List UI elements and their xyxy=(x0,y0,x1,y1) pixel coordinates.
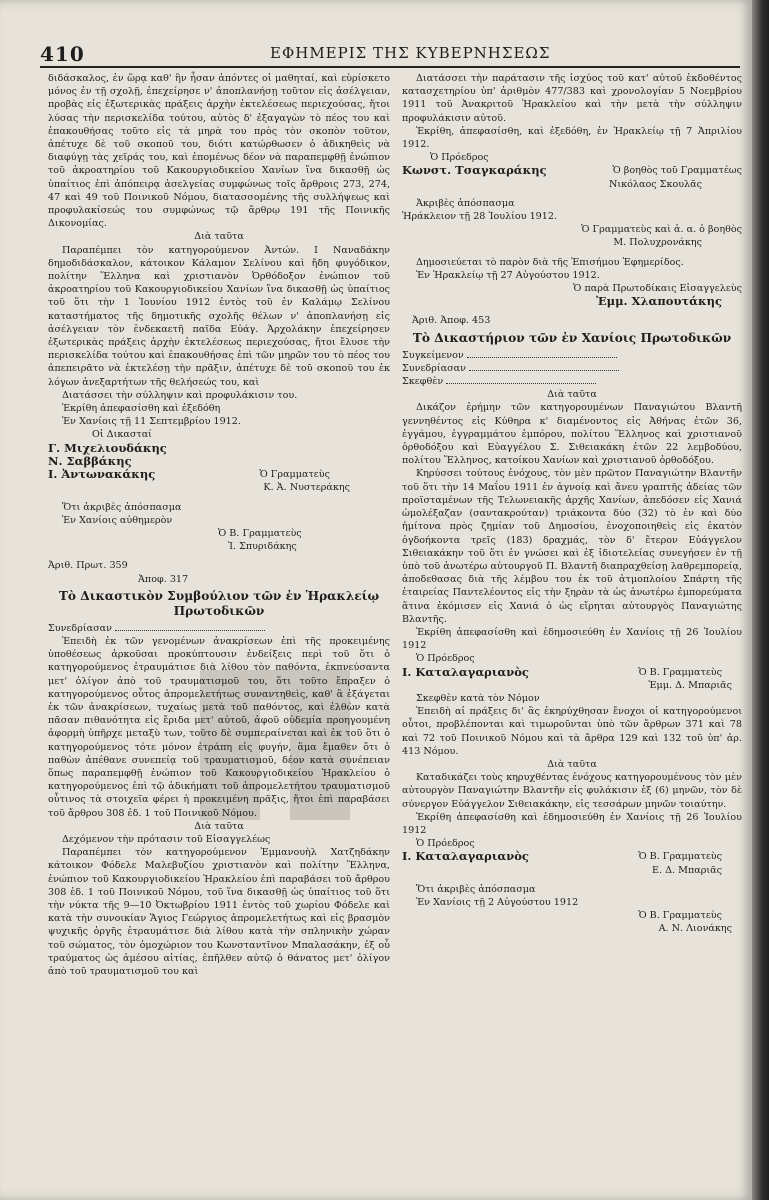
publication-note: Δημοσιεύεται τὸ παρὸν διὰ τῆς Ἐπισήμου Ἐφημερίδος. xyxy=(416,256,684,268)
paragraph: Παραπέμπει τὸν κατηγορούμενον Ἀντών. Ι Ναναδάκην δημοδιδάσκαλον, κάτοικον Κάλαμον Σελίνου καὶ ἤδη φυγόδικον, πολίτην Ἕλληνα καὶ χριστιανὸν Ὀρθόδοξον ἐνώπιον τοῦ ἀκροατηρίου τοῦ Κακουργιοδικείου Χανίων ἵνα δικασθῇ ὡς ὑπαίτιος τοῦ ὅτι τὴν 1 Ἰουνίου 1912 ἐντὸς τοῦ ἐν Καλάμῳ Σελίνου καταστήματος τῆς δημοτικῆς σχολῆς θέλων ν' ἀποπλανήσῃ εἰς ἀσέλγειαν τὸν ἑνδεκαετῆ παῖδα Εὐάγ. Ἀρχολάκην ἐπεχείρησεν ἐξωτερικὰς πράξεις ἀρχὴν ἐκτελέσεως περιεχούσας, ἤτοι ἔλυσε τὴν περισκελίδα τούτου καὶ ἐπακουθήσας ἐπὶ τῶν μηρῶν του τὸ πέος του ἀπεπειρᾶτο νὰ ἐκτελέσῃ τὴν πρᾶξιν, ἀπέτυχε δὲ τοῦ σκοποῦ του ἐκ λόγων ἀνεξαρτήτων τῆς θελήσεώς του, καὶ xyxy=(48,244,390,388)
heading-dia-tauta: Διὰ ταῦτα xyxy=(547,389,597,401)
clerk-title: Ὁ Γραμματεὺς xyxy=(259,469,330,481)
protocol-ref: Ἀριθ. Πρωτ. 359 xyxy=(48,560,128,572)
clerk-name: Ἐμμ. Δ. Μπαριᾶς xyxy=(648,679,732,691)
paragraph: Καταδικάζει τοὺς κηρυχθέντας ἐνόχους κατηγορουμένους τὸν μὲν αὐτουργὸν Παναγιώτην Βλαντῆν εἰς φυλάκισιν ἐξ (6) μηνῶν, τὸν δὲ σύνεργον Εὐάγγελον Σιθειακάκην, εἰς τεσσάρων μηνῶν τοιαύτην. xyxy=(402,772,742,810)
composed-line: Συγκείμενον xyxy=(402,349,742,362)
president-name: Ι. Καταλαγαριανὸς xyxy=(402,849,529,864)
copy-note: Ὅτι ἀκριβὲς ἀπόσπασμα xyxy=(62,501,182,513)
judge-name: Γ. Μιχελιουδάκης xyxy=(48,440,167,455)
decision-line: Ἐκρίθη ἀπεφασίσθη καὶ ἐδημοσιεύθη ἐν Χανίοις τῇ 26 Ἰουλίου 1912 xyxy=(402,626,742,652)
president-title: Ὁ Πρόεδρος xyxy=(416,838,475,850)
judge-name: Ι. Ἀντωνακάκης xyxy=(48,467,156,482)
copy-date: Ἐν Χανίοις αὐθημερὸν xyxy=(62,514,173,526)
president-title: Ὁ Πρόεδρος xyxy=(430,152,489,164)
page-number: 410 xyxy=(40,42,85,66)
considered-line: Σκεφθὲν xyxy=(402,375,742,388)
publication-date: Ἐν Ἡρακλείῳ τῇ 27 Αὐγούστου 1912. xyxy=(416,269,600,281)
decision-line: Ἐκρίθη ἀπεφασίσθη καὶ ἐξεδόθη xyxy=(62,403,221,415)
running-title: ΕΦΗΜΕΡΙΣ ΤΗΣ ΚΥΒΕΡΝΗΣΕΩΣ xyxy=(270,44,551,62)
prosecutor-name: Ἐμμ. Χλαπουτάκης xyxy=(596,294,722,309)
paragraph: Παραπέμπει τὸν κατηγορούμενον Ἐμμανουὴλ Χατζηδάκην κάτοικον Φόδελε Μαλεβυζίου χριστιανὸν καὶ πολίτην Ἕλληνα, ἐνώπιον τοῦ Κακουργιοδικείου Ἡρακλείου ἐπὶ παραβάσει τοῦ ἄρθρου 308 ἐδ. 1 τοῦ Ποινικοῦ Νόμου, τοῦ ἵνα δικασθῇ ὡς ὑπαίτιος τοῦ ὅτι τὴν νύκτα τῆς 9—10 Ὀκτωβρίου 1911 ἐντὸς τοῦ χωρίου Φόδελε καὶ κατὰ τὴν συνοικίαν Ἅγιος Γεώργιος ἀπρομελετήτως καὶ εἰς βρασμὸν ψυχικῆς ὀργῆς ἐτραυμάτισε διὰ λίθου κατὰ τὴν σπληνικὴν χώραν τοῦ σώματος, τὸν ὁμοχώριον του Κωνσταντῖνον Μπαλασάκην, ἐξ οὗ τραύματος ὡς ἀμέσου αἰτίας, ἐπῆλθεν αὐτῷ ὁ θάνατος μετ' ὀλίγον ἀπὸ τοῦ τραυματισμοῦ του καὶ xyxy=(48,847,390,977)
left-column xyxy=(48,72,390,978)
page-header xyxy=(40,42,740,68)
decision-ref: Ἀποφ. 317 xyxy=(138,573,189,585)
clerk-title: Ὁ Β. Γραμματεὺς xyxy=(638,666,722,678)
heading-dia-tauta: Διὰ ταῦτα xyxy=(547,758,597,770)
aide-name: Νικόλαος Σκουλᾶς xyxy=(608,178,702,190)
aide-title: Ὁ βοηθὸς τοῦ Γραμματέως xyxy=(612,165,742,177)
signature-row xyxy=(402,666,742,679)
paragraph: Κηρύσσει τούτους ἐνόχους, τὸν μὲν πρῶτον Παναγιώτην Βλαντῆν τοῦ ὅτι τὴν 14 Μαΐου 1911 ἐν ἀγνοίᾳ καὶ ἄνευ γραπτῆς ἀδείας τῶν προϊσταμένων τῆς Τελωνειακῆς ἀρχῆς Χανίων, ἀπεδόσεν εἰς Χανιά ὡμολέξαζαν (σαντακρούταν) τριάκοντα δύο (32) τὸ ἐν καὶ δύο ἡμίτονα πρὸς ζημίαν τοῦ Δημοσίου, ἐνοχοποιηθεὶς εἰς ἑκατὸν ὀγδοήκοντα τρεῖς (183) δραχμάς, τὸν δ' ἕτερον Εὐάγγελον Σιθειακάκην τοῦ ὅτι ἐν γνώσει καὶ ἐξ ἰδιοτελείας συνεγήσεν ἐν τῇ ὑπὸ τοῦ ἀνωτέρω αὐτουργοῦ Π. Βλαντῆ διαπραχθείσῃ λαθρεμπορείᾳ, ἀποδεθασας διὰ τῆς λέμβου του ἐκ τοῦ ἀτμοπλοίου Σπάρτη τῆς ἑταιρείας Παντελέοντος εἰς τὴν ξηρὰν τὰ ὡς ἀνωτέρω ἐμπορεύματα ἅτινα ἐκόμισεν εἰς Χανιά ὁ ὡς εἴρηται αὐτουργὸς Παναγιώτης Βλαντῆς. xyxy=(402,468,742,625)
paragraph: Δικάζον ἐρήμην τῶν κατηγορουμένων Παναγιώτου Βλαντῆ γεννηθέντος εἰς Κύθηρα κ' διαμένοντος εἰς Ἀθήνας ἐτῶν 36, ἐγγάμου, ἐγγραμμάτου ἐμπόρου, πολίτου Ἕλληνος καὶ χριστιανοῦ ὀρθοδόξου καὶ Εὐαγγέλου Σ. Σιθειακάκη ἐτῶν 22 λεμβοδύου, πολίτου Ἕλληνος, κατοίκου Χανίων καὶ χριστιανοῦ ὀρθοδόξου. xyxy=(402,402,742,467)
session-line: Συνεδρίασαν xyxy=(48,622,390,635)
signature-row xyxy=(402,850,742,863)
paragraph: Ἐκρίθη, ἀπεφασίσθη, καὶ ἐξεδόθη, ἐν Ἡρακλείῳ τῇ 7 Ἀπριλίου 1912. xyxy=(402,125,742,151)
judge-name: Ν. Σαββάκης xyxy=(48,453,132,468)
paragraph: Ἐπειδὴ αἱ πράξεις δι' ἃς ἐκηρύχθησαν ἔνοχοι οἱ κατηγορούμενοι οὗτοι, προβλέπονται καὶ τιμωροῦνται ὑπὸ τῶν ἄρθρων 371 καὶ 78 καὶ 72 τοῦ Ποινικοῦ Νόμου καὶ τὰ ἄρθρα 129 καὶ 132 τοῦ ὑπ' ἀρ. 413 Νόμου. xyxy=(402,706,742,757)
signature-row xyxy=(402,164,742,177)
decision-ref: Ἀριθ. Ἀποφ. 453 xyxy=(412,315,491,327)
copy-date: Ἐν Χανίοις τῇ 2 Αὐγούστου 1912 xyxy=(416,896,579,908)
copy-note: Ὅτι ἀκριβὲς ἀπόσπασμα xyxy=(416,883,536,895)
heading-dia-tauta: Διὰ ταῦτα xyxy=(194,231,244,243)
copy-note: Ἀκριβὲς ἀπόσπασμα xyxy=(416,197,515,209)
right-column xyxy=(402,72,742,936)
paragraph: Σκεφθὲν κατὰ τὸν Νόμον xyxy=(416,692,540,704)
decision-date: Ἐν Χανίοις τῇ 11 Σεπτεμβρίου 1912. xyxy=(62,416,241,428)
president-name: Ι. Καταλαγαριανὸς xyxy=(402,664,529,679)
section-heading: Τὸ Δικαστήριον τῶν ἐν Χανίοις Πρωτοδικῶν xyxy=(412,330,732,345)
clerk-name: Κ. Ἀ. Νυστεράκης xyxy=(263,482,350,494)
clerk-name: Μ. Πολυχρονάκης xyxy=(613,237,702,249)
heading-dia-tauta: Διὰ ταῦτα xyxy=(194,820,244,832)
session-line: Συνεδρίασαν xyxy=(402,362,742,375)
paragraph: Διατάσσει τὴν παράτασιν τῆς ἰσχύος τοῦ κατ' αὐτοῦ ἐκδοθέντος κατασχετηρίου ὑπ' ἀριθμὸν 477/383 καὶ χρονολογίαν 5 Νοεμβρίου 1911 τοῦ Ἀνακριτοῦ Ἡρακλείου καὶ τὴν μετὰ τὴν σύλληψιν προφυλάκισιν αὐτοῦ. xyxy=(402,73,742,124)
clerk-title: Ὁ Β. Γραμματεὺς xyxy=(218,527,302,539)
paragraph: Ἐπειδὴ ἐκ τῶν γενομένων ἀνακρίσεων ἐπὶ τῆς προκειμένης ὑποθέσεως ἀρκοῦσαι προκύπτουσιν ἐνδείξεις περὶ τοῦ ὅτι ὁ κατηγορούμενος ἐτραυμάτισε διὰ λίθου τὸν παθόντα, ἐκπνεύσαντα μετ' ὀλίγον ἀπὸ τοῦ τραυματισμοῦ του, ὅτι τοῦτο ἔπραξεν ὁ κατηγορούμενος οὗτος ἀπρομελετήτως συναντηθεὶς, καθ' ἃ ἐξάγεται ἐκ τῶν ἀνακρίσεων, τυχαίως μετὰ τοῦ παθόντος, καὶ ἐλθὼν κατὰ πᾶσαν πιθανότητα εἰς ἔριδα μετ' αὐτοῦ, ἀφοῦ οὐδεμία προηγουμένη ἀφορμὴ ὑπῆρχε μεταξὺ των, τοῦτο δὲ συμπεραίνεται καὶ ἐκ τοῦ ὅτι ὁ κατηγορούμενος τότε μόνον ἐτράπη εἰς φυγήν, ἅμα ἔμαθεν ὅτι ὁ παθὼν ἀπέθανε συνεπείᾳ τοῦ τραυματισμοῦ, δέον κατὰ συνέπειαν ὅπως παραπεμφθῇ ἐνώπιον τοῦ Κακουργιοδικείου Ἡρακλείου ὁ κατηγορούμενος ἐπὶ τῷ ἀδικήματι τοῦ ἀπρομελετήτου τραυματισμοῦ οὗτινος τὰ στοιχεῖα φέρει ἡ προκειμένη πρᾶξις, ἤτοι ἐπὶ παραβάσει τοῦ ἄρθρου 308 ἐδ. 1 τοῦ Ποινικοῦ Νόμου. xyxy=(48,635,390,819)
clerk-name: Ἰ. Σπυριδάκης xyxy=(228,541,297,553)
clerk-title: Ὁ Γραμματεὺς καὶ ἀ. α. ὁ βοηθὸς xyxy=(581,224,742,236)
clerk-name: Ε. Δ. Μπαριᾶς xyxy=(652,864,722,876)
paragraph: διδάσκαλος, ἐν ὥρᾳ καθ' ἣν ἦσαν ἀπόντες οἱ μαθηταί, καὶ εὑρίσκετο μόνος ἐν τῇ σχολῇ, ἐπεχείρησε ν' ἀποπλανήσῃ τοῦτον εἰς ἀσέλγειαν, προβὰς εἰς ἐξωτερικὰς πράξεις ἀρχὴν ἐκτελέσεως περιεχούσας, ἤτοι λύσας τὴν περισκελίδα τούτου, αὐτὸς δ' ἐξαγαγὼν τὸ πέος του καὶ ἐπακουθήσας τοῦτο εἰς τὰ μηρὰ του πρὸς τὸν σκοπὸν τοῦτον, ἀπέτυχε δὲ τοῦ σκοποῦ του, διότι κατώρθωσεν ὁ ἀδικηθεὶς νὰ διαφύγῃ τὰς χεῖράς του, καὶ ἐπομένως δέον νὰ παραπεμφθῇ ἐνώπιον τοῦ ἀκροατηρίου τοῦ Κακουργιοδικείου Χανίων ἵνα δικασθῇ ὡς ὑπαίτιος ἐπὶ ἀπόπειρᾳ ἀσελγείας συμφώνως τοῖς ἄρθροις 273, 274, 47 καὶ 49 τοῦ Ποινικοῦ Νόμου, διατασσομένης τῆς συλλήψεως καὶ προφυλακίσεώς του συμφώνως τῷ ἄρθρῳ 191 τῆς Ποινικῆς Δικονομίας. xyxy=(48,73,390,230)
president-title: Ὁ Πρόεδρος xyxy=(416,653,475,665)
clerk-title: Ὁ Β. Γραμματεὺς xyxy=(638,910,722,922)
paragraph: Δεχόμενον τὴν πρότασιν τοῦ Εἰσαγγελέως xyxy=(62,833,271,845)
prosecutor-title: Ὁ παρὰ Πρωτοδίκαις Εἰσαγγελεὺς xyxy=(573,283,742,295)
page-binding-edge xyxy=(752,0,769,1200)
president-name: Κωνστ. Τσαγκαράκης xyxy=(402,163,547,178)
judges-title: Οἱ Δικασταί xyxy=(92,429,152,441)
section-heading: Τὸ Δικαστικὸν Συμβούλιον τῶν ἐν Ἡρακλείῳ Πρωτοδικῶν xyxy=(58,588,380,618)
paragraph: Διατάσσει τὴν σύλληψιν καὶ προφυλάκισιν του. xyxy=(62,389,298,401)
decision-line: Ἐκρίθη ἀπεφασίσθη καὶ ἐδημοσιεύθη ἐν Χανίοις τῇ 26 Ἰουλίου 1912 xyxy=(402,811,742,836)
copy-date: Ἡράκλειον τῇ 28 Ἰουλίου 1912. xyxy=(402,211,558,223)
signature-row xyxy=(48,468,390,481)
clerk-name: Α. Ν. Λιονάκης xyxy=(658,923,732,935)
clerk-title: Ὁ Β. Γραμματεὺς xyxy=(638,851,722,863)
